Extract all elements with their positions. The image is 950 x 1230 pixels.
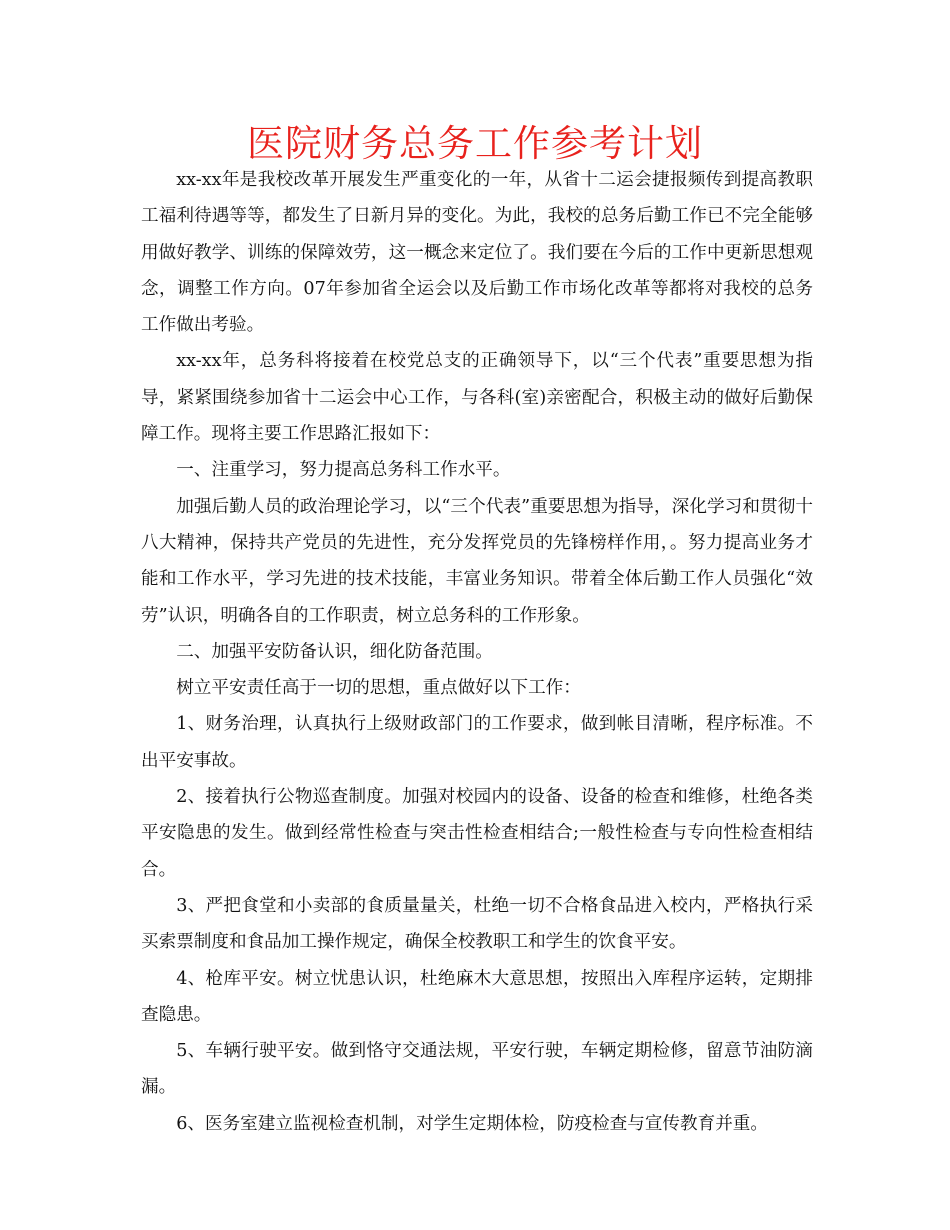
section-heading-1: 一、注重学习，努力提高总务科工作水平。: [176, 460, 511, 481]
paragraph-intro: xx-xx年是我校改革开展发生严重变化的一年，从省十二运会捷报频传到提高教职工福利待遇等等，都发生了日新月异的变化。为此，我校的总务后勤工作已不完全能够用做好教学、训练的保障效劳，这一概念来定位了。我们要在今后的工作中更新思想观念，调整工作方向。07年参加省全运会以及后勤工作市场化改革等都将对我校的总务工作做出考验。: [141, 170, 813, 336]
paragraph-safety-lead: 树立平安责任高于一切的思想，重点做好以下工作：: [176, 678, 581, 699]
section-heading-2: 二、加强平安防备认识，细化防备范围。: [176, 641, 493, 662]
paragraph-study: 加强后勤人员的政治理论学习，以“三个代表”重要思想为指导，深化学习和贯彻十八大精神，保持共产党员的先进性，充分发挥党员的先锋榜样作用，。努力提高业务才能和工作水平，学习先进的技术技能，丰富业务知识。带着全体后勤工作人员强化“效劳”认识，明确各自的工作职责，树立总务科的工作形象。: [141, 496, 813, 626]
document-title: 医院财务总务工作参考计划: [247, 122, 703, 165]
list-item-3: 3、严把食堂和小卖部的食质量量关，杜绝一切不合格食品进入校内，严格执行采买索票制度和食品加工操作规定，确保全校教职工和学生的饮食平安。: [141, 895, 813, 953]
list-item-2: 2、接着执行公物巡查制度。加强对校园内的设备、设备的检查和维修，杜绝各类平安隐患的发生。做到经常性检查与突击性检查相结合;一般性检查与专向性检查相结合。: [141, 787, 813, 880]
document-body: [141, 162, 813, 1142]
list-item-4: 4、枪库平安。树立忧患认识，杜绝麻木大意思想，按照出入库程序运转，定期排查隐患。: [141, 968, 813, 1025]
list-item-6: 6、医务室建立监视检查机制，对学生定期体检，防疫检查与宣传教育并重。: [176, 1113, 768, 1134]
list-item-5: 5、车辆行驶平安。做到恪守交通法规，平安行驶，车辆定期检修，留意节油防滴漏。: [141, 1041, 813, 1098]
paragraph-overview: xx-xx年，总务科将接着在校党总支的正确领导下，以“三个代表”重要思想为指导，紧紧围绕参加省十二运会中心工作，与各科(室)亲密配合，积极主动的做好后勤保障工作。现将主要工作思路汇报如下：: [141, 351, 813, 445]
list-item-1: 1、财务治理，认真执行上级财政部门的工作要求，做到帐目清晰，程序标准。不出平安事故。: [141, 714, 813, 771]
